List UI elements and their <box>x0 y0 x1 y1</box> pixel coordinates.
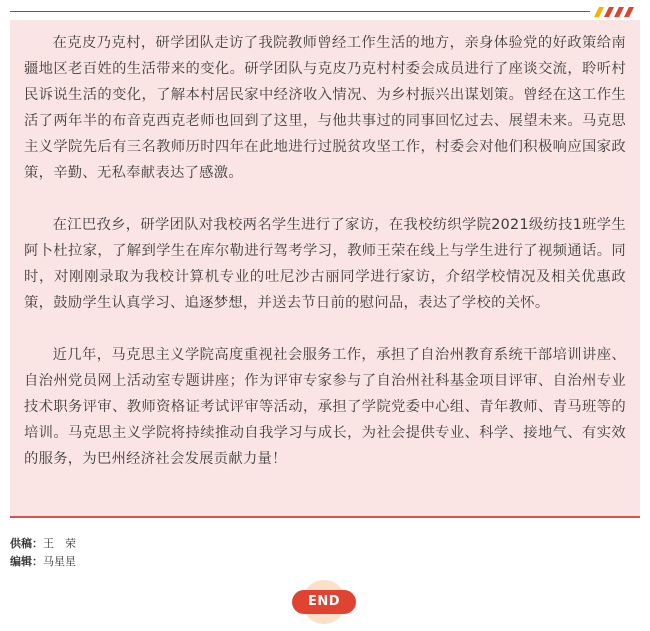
article-paragraph: 近几年，马克思主义学院高度重视社会服务工作，承担了自治州教育系统干部培训讲座、自治州党员网上活动室专题讲座；作为评审专家参与了自治州社科基金项目评审、自治州专业技术职务评审、教师资格证考试评审等活动，承担了学院党委中心组、青年教师、青马班等的培训。马克思主义学院将持续推动自我学习与成长，为社会提供专业、科学、接地气、有实效的服务，为巴州经济社会发展贡献力量！ <box>24 347 626 467</box>
end-badge-label: END <box>292 590 356 614</box>
article-body <box>10 20 640 518</box>
editor-name: 马星星 <box>43 555 76 568</box>
end-badge <box>292 580 356 626</box>
contributor-credit <box>10 535 76 553</box>
article-paragraph: 在克皮乃克村，研学团队走访了我院教师曾经工作生活的地方，亲身体验党的好政策给南疆地区老百姓的生活带来的变化。研学团队与克皮乃克村村委会成员进行了座谈交流，聆听村民诉说生活的变化，了解本村居民家中经济收入情况、为乡村振兴出谋划策。曾经在这工作生活了两年半的布音克西克老师也回到了这里，与他共事过的同事回忆过去、展望未来。马克思主义学院先后有三名教师历时四年在此地进行过脱贫攻坚工作，村委会对他们积极响应国家政策，辛勤、无私奉献表达了感激。 <box>24 35 626 181</box>
striped-banner-icon <box>590 7 638 17</box>
editor-credit <box>10 553 76 571</box>
header-rule <box>10 11 590 12</box>
contributor-label: 供稿： <box>10 537 43 550</box>
editor-label: 编辑： <box>10 555 43 568</box>
contributor-name: 王 荣 <box>43 537 76 550</box>
article-paragraph: 在江巴孜乡，研学团队对我校两名学生进行了家访，在我校纺织学院2021级纺技1班学生阿卜杜拉家，了解到学生在库尔勒进行驾考学习，教师王荣在线上与学生进行了视频通话。同时，对刚刚录取为我校计算机专业的吐尼沙古丽同学进行家访，介绍学校情况及相关优惠政策，鼓励学生认真学习、追逐梦想，并送去节日前的慰问品，表达了学校的关怀。 <box>24 217 626 311</box>
credits-block <box>10 535 76 571</box>
